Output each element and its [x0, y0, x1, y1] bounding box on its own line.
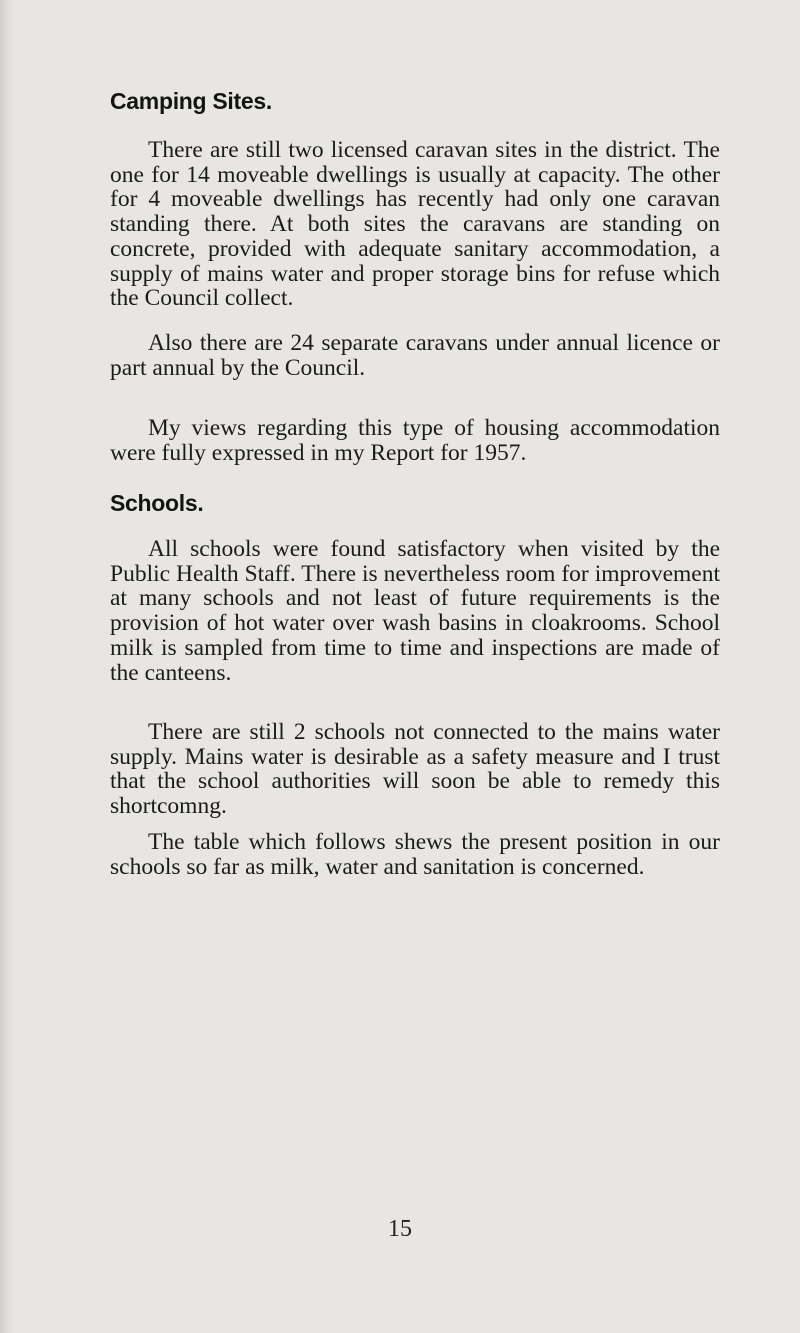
camping-paragraph-3: My views regarding this type of housing accommodation were fully expressed in my Report for 1957. — [110, 415, 720, 466]
schools-paragraph-1: All schools were found satisfactory when visited by the Public Health Staff. There is nevertheless room for improvement at many schools and not least of future requirements is the provision of hot water over wash basins in cloakrooms. School milk is sampled from time to time and inspections are made of the canteens. — [110, 536, 720, 686]
page-number: 15 — [388, 1216, 412, 1242]
camping-paragraph-1: There are still two licensed caravan sites in the district. The one for 14 moveable dwellings is usually at capacity. The other for 4 moveable dwellings has recently had only one caravan standing there. At both sites the caravans are standing on concrete, provided with adequate sanitary accommodation, a supply of mains water and proper storage bins for refuse which the Council collect. — [110, 137, 720, 312]
camping-paragraph-2: Also there are 24 separate caravans under annual licence or part annual by the Council. — [110, 330, 720, 381]
schools-heading: Schools. — [110, 490, 204, 516]
schools-paragraph-3: The table which follows shews the present position in our schools so far as milk, water and sanitation is concerned. — [110, 829, 720, 880]
camping-sites-heading: Camping Sites. — [110, 88, 272, 114]
page-binding-edge — [0, 0, 14, 1333]
schools-paragraph-2: There are still 2 schools not connected to the mains water supply. Mains water is desirable as a safety measure and I trust that the school authorities will soon be able to remedy this shortcomng. — [110, 719, 720, 820]
